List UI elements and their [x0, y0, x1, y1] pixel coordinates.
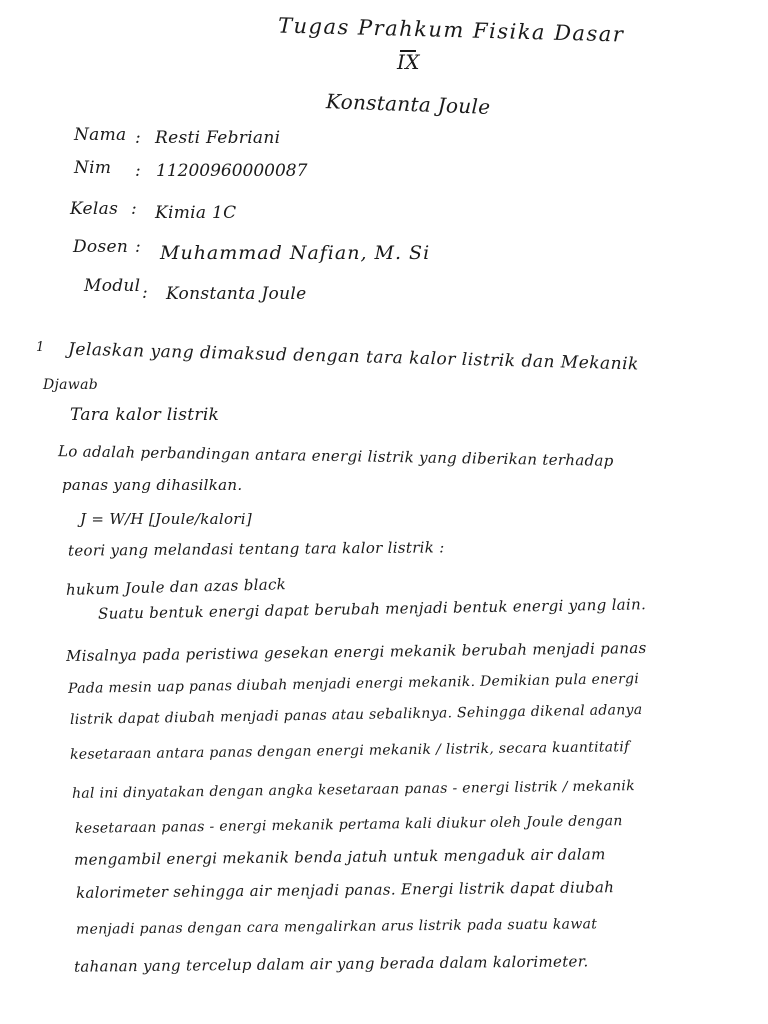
identity-separator: :	[135, 128, 142, 148]
answer-line: kesetaraan panas - energi mekanik pertama kali diukur oleh Joule dengan	[74, 813, 623, 837]
answer-label: Djawab	[43, 377, 99, 393]
identity-separator: :	[135, 237, 142, 257]
document-subtitle: Konstanta Joule	[325, 89, 491, 119]
identity-value: 11200960000087	[156, 161, 308, 181]
question-number: 1	[36, 340, 45, 355]
formula: J = W/H [Joule/kalori]	[80, 510, 253, 528]
assignment-number: IX	[397, 50, 420, 74]
answer-line: hukum Joule dan azas black	[65, 575, 287, 599]
identity-value: Muhammad Nafian, M. Si	[160, 242, 431, 264]
answer-line: hal ini dinyatakan dengan angka kesetaraan panas - energi listrik / mekanik	[71, 778, 636, 802]
answer-line: kesetaraan antara panas dengan energi mekanik / listrik, secara kuantitatif	[69, 739, 630, 763]
identity-label: Kelas	[70, 199, 119, 219]
answer-heading: Tara kalor listrik	[70, 405, 220, 425]
identity-value: Kimia 1C	[155, 203, 237, 223]
answer-line: Misalnya pada peristiwa gesekan energi mekanik berubah menjadi panas	[65, 638, 647, 666]
document-title: Tugas Prahkum Fisika Dasar	[277, 13, 625, 47]
answer-line: Suatu bentuk energi dapat berubah menjadi bentuk energi yang lain.	[97, 595, 647, 623]
identity-separator: :	[142, 283, 149, 303]
answer-line: Pada mesin uap panas diubah menjadi energi mekanik. Demikian pula energi	[67, 671, 640, 697]
identity-value: Konstanta Joule	[166, 284, 307, 304]
identity-separator: :	[131, 199, 138, 219]
identity-value: Resti Febriani	[155, 128, 281, 148]
answer-line: panas yang dihasilkan.	[62, 476, 243, 494]
identity-label: Modul	[84, 276, 141, 296]
answer-line: Lo adalah perbandingan antara energi listrik yang diberikan terhadap	[57, 442, 614, 470]
identity-separator: :	[135, 161, 142, 181]
identity-label: Dosen	[73, 237, 129, 257]
identity-label: Nama	[74, 125, 127, 145]
identity-label: Nim	[74, 158, 112, 178]
answer-line: listrik dapat diubah menjadi panas atau sebaliknya. Sehingga dikenal adanya	[69, 702, 643, 728]
answer-line: tahanan yang tercelup dalam air yang berada dalam kalorimeter.	[73, 952, 589, 976]
question-text: Jelaskan yang dimaksud dengan tara kalor listrik dan Mekanik	[67, 339, 640, 375]
answer-line: menjadi panas dengan cara mengalirkan arus listrik pada suatu kawat	[75, 916, 598, 938]
answer-line: kalorimeter sehingga air menjadi panas. Energi listrik dapat diubah	[75, 878, 615, 902]
answer-line: teori yang melandasi tentang tara kalor listrik :	[67, 538, 445, 560]
answer-line: mengambil energi mekanik benda jatuh untuk mengaduk air dalam	[73, 845, 606, 869]
